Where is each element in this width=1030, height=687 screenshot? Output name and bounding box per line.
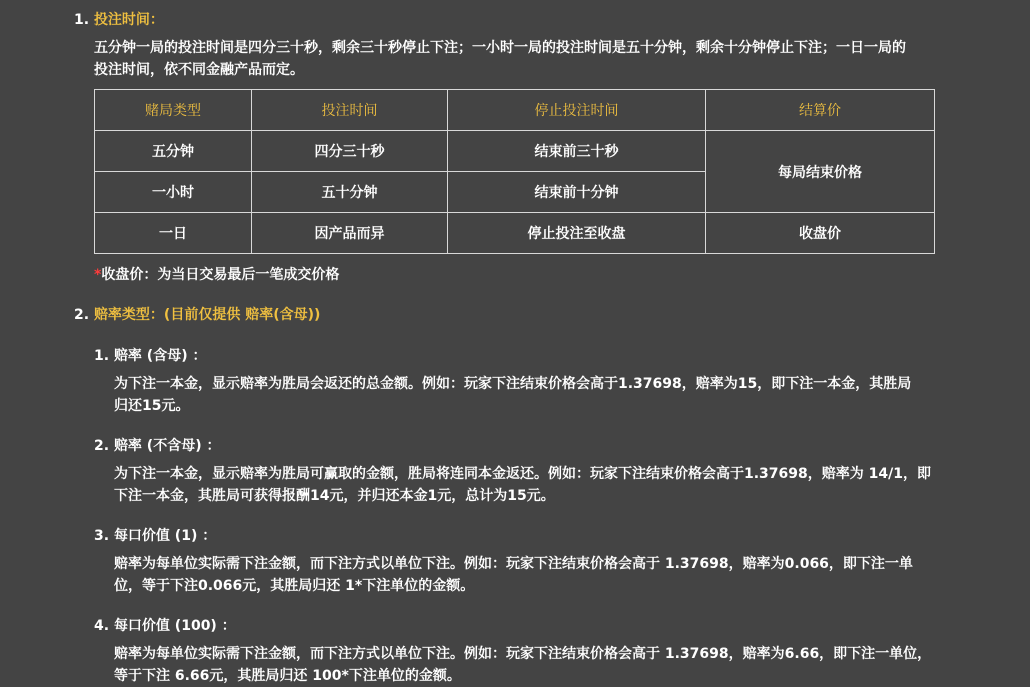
section-1-number: 1. bbox=[74, 12, 90, 28]
odds-type-4-description: 赔率为每单位实际需下注金额，而下注方式以单位下注。例如：玩家下注结束价格会高于 1.37698，赔率为6.66，即下注一单位，等于下注 6.66元，其胜局归还 100*下注单位的金额。 bbox=[114, 646, 932, 684]
note-text: 收盘价：为当日交易最后一笔成交价格 bbox=[101, 267, 340, 283]
header-stop-time: 停止投注时间 bbox=[448, 90, 706, 131]
cell-bet-time: 五十分钟 bbox=[252, 172, 448, 213]
cell-bet-time: 因产品而异 bbox=[252, 213, 448, 254]
odds-type-2-title: 赔率 (不含母) ： bbox=[113, 438, 221, 454]
odds-type-4-title: 每口价值 (100) ： bbox=[113, 618, 236, 634]
cell-game-type: 一日 bbox=[95, 213, 252, 254]
cell-stop-time: 结束前十分钟 bbox=[448, 172, 706, 213]
section-1-title: 投注时间： bbox=[93, 12, 164, 28]
closing-price-note bbox=[94, 264, 339, 284]
odds-type-2-number: 2. bbox=[94, 438, 110, 454]
section-2-number: 2. bbox=[74, 307, 90, 323]
cell-bet-time: 四分三十秒 bbox=[252, 131, 448, 172]
odds-type-1-description: 为下注一本金，显示赔率为胜局会返还的总金额。例如：玩家下注结束价格会高于1.37698，赔率为15，即下注一本金，其胜局归还15元。 bbox=[114, 376, 912, 414]
header-bet-time: 投注时间 bbox=[252, 90, 448, 131]
cell-stop-time: 结束前三十秒 bbox=[448, 131, 706, 172]
odds-type-1-title: 赔率 (含母) ： bbox=[113, 348, 207, 364]
odds-type-4-number: 4. bbox=[94, 618, 110, 634]
cell-settlement: 收盘价 bbox=[706, 213, 935, 254]
odds-type-2-description: 为下注一本金，显示赔率为胜局可赢取的金额，胜局将连同本金返还。例如：玩家下注结束价格会高于1.37698，赔率为 14/1，即下注一本金，其胜局可获得报酬14元，并归还本金1元，总计为15元。 bbox=[114, 466, 931, 504]
odds-type-3-number: 3. bbox=[94, 528, 110, 544]
table-row bbox=[95, 213, 935, 254]
cell-game-type: 一小时 bbox=[95, 172, 252, 213]
section-1-heading bbox=[74, 9, 164, 29]
odds-type-4-heading bbox=[94, 615, 236, 635]
betting-time-table bbox=[94, 89, 935, 254]
header-game-type: 赌局类型 bbox=[95, 90, 252, 131]
note-asterisk: * bbox=[94, 267, 102, 283]
cell-settlement-merged: 每局结束价格 bbox=[706, 131, 935, 213]
odds-type-3-title: 每口价值 (1) ： bbox=[113, 528, 217, 544]
odds-type-1-number: 1. bbox=[94, 348, 110, 364]
odds-type-2-heading bbox=[94, 435, 220, 455]
odds-type-1-heading bbox=[94, 345, 206, 365]
odds-type-3-description: 赔率为每单位实际需下注金额，而下注方式以单位下注。例如：玩家下注结束价格会高于 1.37698，赔率为0.066，即下注一单位，等于下注0.066元，其胜局归还 1*下注单位的金额。 bbox=[114, 556, 913, 594]
header-settlement: 结算价 bbox=[706, 90, 935, 131]
table-header-row bbox=[95, 90, 935, 131]
cell-stop-time: 停止投注至收盘 bbox=[448, 213, 706, 254]
cell-game-type: 五分钟 bbox=[95, 131, 252, 172]
section-2-title: 赔率类型：(目前仅提供 赔率(含母)) bbox=[93, 307, 321, 323]
table-row bbox=[95, 131, 935, 172]
odds-type-3-heading bbox=[94, 525, 216, 545]
section-2-heading bbox=[74, 304, 320, 324]
section-1-paragraph: 五分钟一局的投注时间是四分三十秒，剩余三十秒停止下注；一小时一局的投注时间是五十分钟，剩余十分钟停止下注；一日一局的投注时间，依不同金融产品而定。 bbox=[94, 40, 906, 78]
